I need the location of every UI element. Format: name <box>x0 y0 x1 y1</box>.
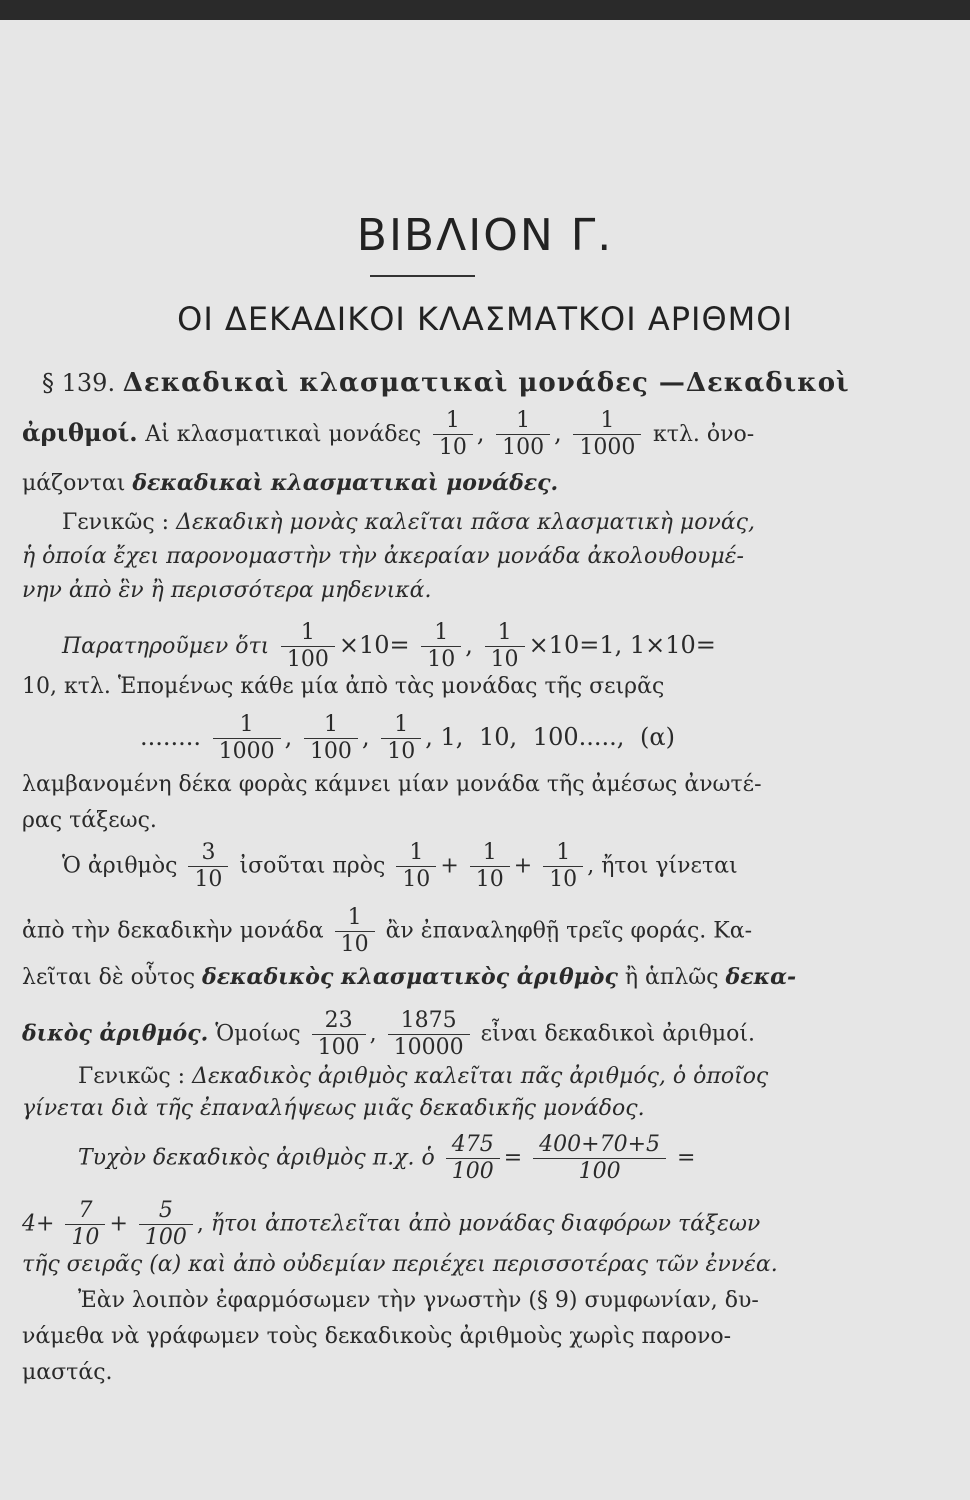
line-20: τῆς σειρᾶς (α) καὶ ἀπὸ οὐδεμίαν περιέχει περισσοτέρας τῶν ἐννέα. <box>22 1252 778 1277</box>
line-18: Τυχὸν δεκαδικὸς ἀριθμὸς π.χ. ὁ $\frac{475}{100}$ = $\frac{400+70+5}{100}$ = <box>78 1132 696 1184</box>
fraction: $\frac{5}{100}$ <box>139 1198 193 1251</box>
line-13: ἀπὸ τὴν δεκαδικὴν μονάδα $\frac{1}{10}$ ἂν ἐπαναληφθῇ τρεῖς φοράς. Κα- <box>22 905 753 957</box>
fraction: $\frac{1}{10}$ <box>470 840 510 893</box>
fraction: $\frac{1}{100}$ <box>281 620 335 673</box>
fraction: $\frac{1}{10}$ <box>433 408 473 461</box>
line-7: Παρατηροῦμεν ὅτι $\frac{1}{100}$ ×10= $\frac{1}{10}$ , $\frac{1}{10}$ ×10=1, 1×10= <box>62 620 716 672</box>
fraction: $\frac{1}{1000}$ <box>573 408 641 461</box>
line-22: νάμεθα νὰ γράφωμεν τοὺς δεκαδικοὺς ἀριθμοὺς χωρὶς παρονο- <box>22 1324 732 1349</box>
fraction: $\frac{3}{10}$ <box>188 840 228 893</box>
book-title: ΒΙΒΛΙΟΝ Γ. <box>356 210 614 261</box>
line-1: § 139. Δεκαδικαὶ κλασματικαὶ μονάδες —Δεκαδικοὶ <box>42 368 850 398</box>
line-5: ἡ ὁποία ἔχει παρονομαστὴν τὴν ἀκεραίαν μονάδα ἀκολουθουμέ- <box>22 544 744 569</box>
line-11: ρας τάξεως. <box>22 808 157 833</box>
top-edge <box>0 0 970 22</box>
line-12: Ὁ ἀριθμὸς $\frac{3}{10}$ ἰσοῦται πρὸς $\frac{1}{10}$ + $\frac{1}{10}$ + $\frac{1}{10}$ , ἤτοι γίνεται <box>62 840 738 892</box>
fraction: $\frac{1}{100}$ <box>304 712 358 765</box>
line-19: 4+ $\frac{7}{10}$ + $\frac{5}{100}$ , ἤτοι ἀποτελεῖται ἀπὸ μονάδας διαφόρων τάξεων <box>22 1198 761 1250</box>
line-21: Ἐὰν λοιπὸν ἐφαρμόσωμεν τὴν γνωστὴν (§ 9) συμφωνίαν, δυ- <box>78 1288 759 1313</box>
fraction: $\frac{1}{10}$ <box>485 620 525 673</box>
line-3: μάζονται δεκαδικαὶ κλασματικαὶ μονάδες. <box>22 470 559 496</box>
fraction: $\frac{1}{10}$ <box>543 840 583 893</box>
line-14: λεῖται δὲ οὗτος δεκαδικὸς κλασματικὸς ἀριθμὸς ἢ ἁπλῶς δεκα- <box>22 964 797 990</box>
fraction: $\frac{7}{10}$ <box>65 1198 105 1251</box>
line-17: γίνεται διὰ τῆς ἐπαναλήψεως μιᾶς δεκαδικῆς μονάδος. <box>22 1096 645 1121</box>
chapter-title: ΟΙ ΔΕΚΑΔΙΚΟΙ ΚΛΑΣΜΑΤΚΟΙ ΑΡΙΘΜΟΙ <box>177 300 793 338</box>
fraction: $\frac{1}{10}$ <box>335 905 375 958</box>
line-8: 10, κτλ. Ἑπομένως κάθε μία ἀπὸ τὰς μονάδας τῆς σειρᾶς <box>22 674 665 699</box>
fraction: $\frac{1}{1000}$ <box>213 712 281 765</box>
line-4: Γενικῶς : Δεκαδικὴ μονὰς καλεῖται πᾶσα κλασματικὴ μονάς, <box>62 510 755 535</box>
line-2: ἀριθμοί. Αἱ κλασματικαὶ μονάδες $\frac{1}{10}$ , $\frac{1}{100}$ , $\frac{1}{1000}$ κτλ. ὀνο- <box>22 408 755 460</box>
line-10: λαμβανομένη δέκα φορὰς κάμνει μίαν μονάδα τῆς ἀμέσως ἀνωτέ- <box>22 772 762 797</box>
line-9: ........ $\frac{1}{1000}$ , $\frac{1}{100}$ , $\frac{1}{10}$ , 1, 10, 100....., (α) <box>140 712 675 764</box>
line-6: νην ἀπὸ ἓν ἢ περισσότερα μηδενικά. <box>22 578 432 603</box>
fraction: $\frac{475}{100}$ <box>446 1132 500 1185</box>
fraction: $\frac{1}{10}$ <box>421 620 461 673</box>
title-rule <box>370 275 475 277</box>
fraction: $\frac{400+70+5}{100}$ <box>533 1132 666 1185</box>
line-15: δικὸς ἀριθμός. Ὁμοίως $\frac{23}{100}$ , $\frac{1875}{10000}$ εἶναι δεκαδικοὶ ἀριθμοί. <box>22 1008 756 1060</box>
fraction: $\frac{1}{10}$ <box>396 840 436 893</box>
line-16: Γενικῶς : Δεκαδικὸς ἀριθμὸς καλεῖται πᾶς ἀριθμός, ὁ ὁποῖος <box>78 1064 769 1089</box>
fraction: $\frac{1}{10}$ <box>381 712 421 765</box>
fraction: $\frac{23}{100}$ <box>312 1008 366 1061</box>
fraction: $\frac{1}{100}$ <box>496 408 550 461</box>
fraction: $\frac{1875}{10000}$ <box>388 1008 470 1061</box>
line-23: μαστάς. <box>22 1360 113 1385</box>
